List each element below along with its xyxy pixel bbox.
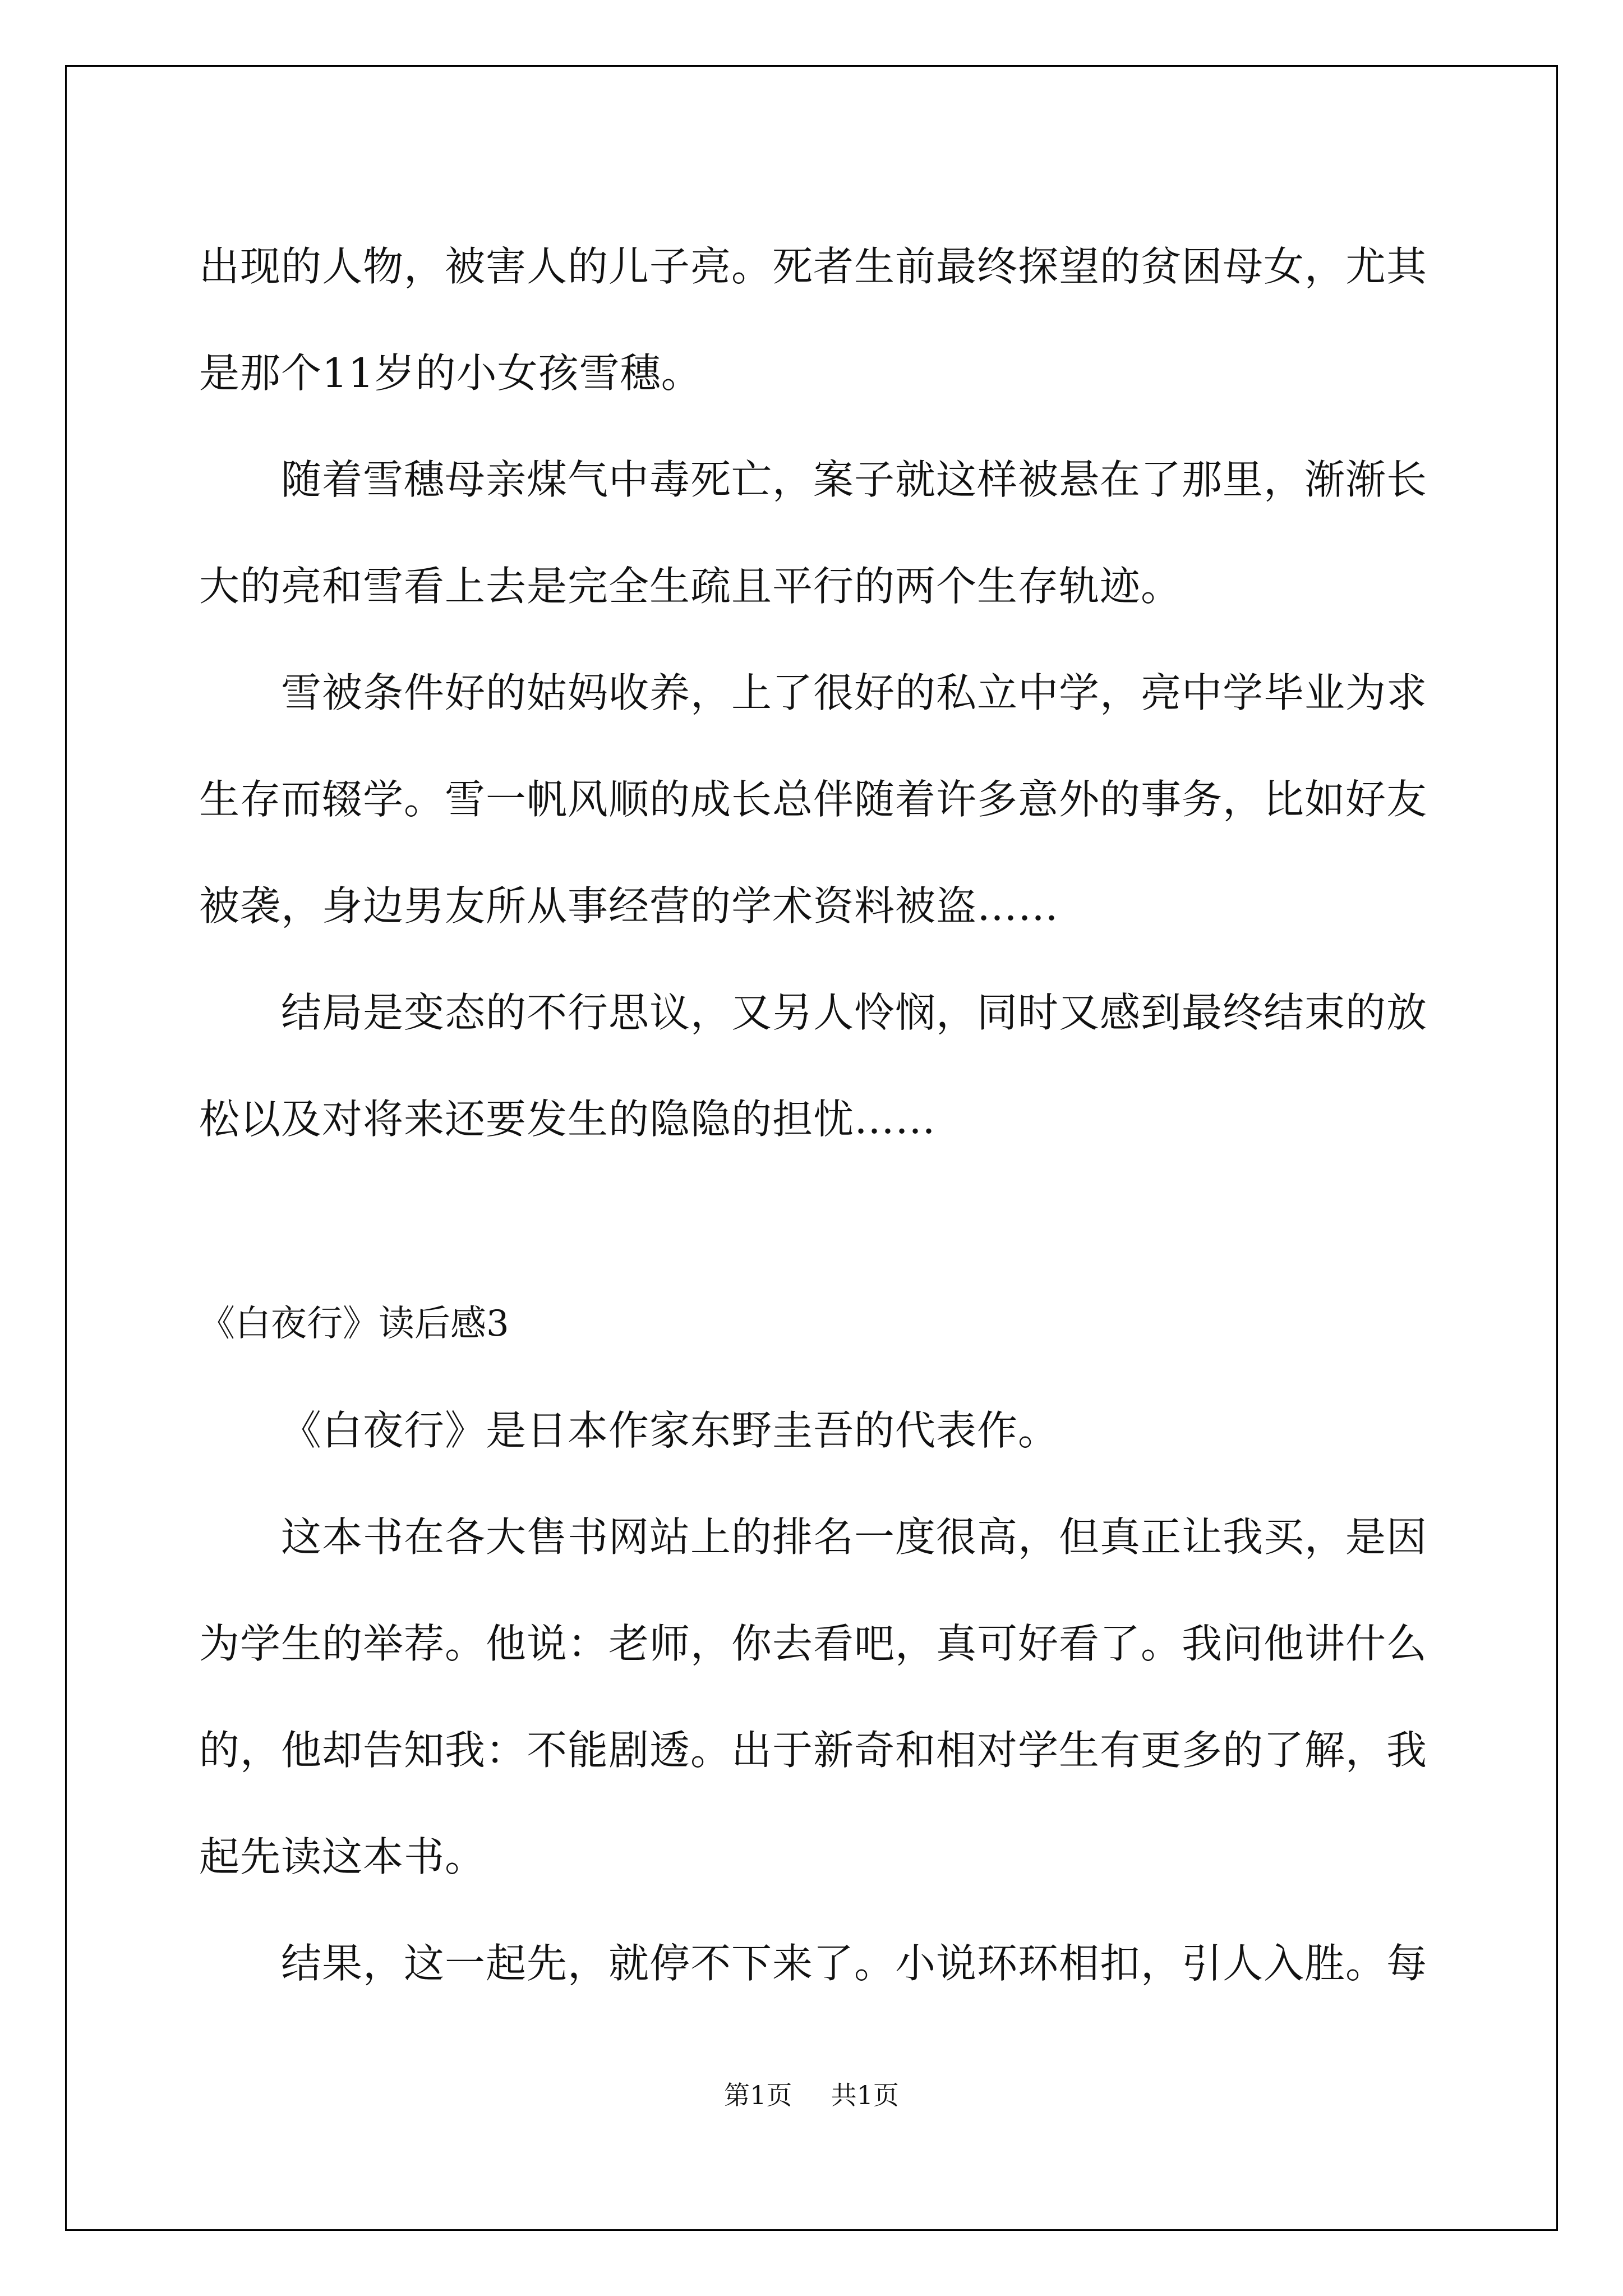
paragraph-2: 随着雪穗母亲煤气中毒死亡，案子就这样被悬在了那里，渐渐长大的亮和雪看上去是完全生疏且平行的两个生存轨迹。 [199, 456, 1428, 610]
page-footer [0, 2078, 1623, 2112]
document-body [199, 213, 1427, 2017]
paragraph-5: 《白夜行》是日本作家东野圭吾的代表作。 [281, 1407, 1059, 1454]
paragraph-1: 出现的人物，被害人的儿子亮。死者生前最终探望的贫困母女，尤其是那个11岁的小女孩雪穗。 [199, 243, 1428, 397]
paragraph-4: 结局是变态的不行思议，又另人怜悯，同时又感到最终结束的放松以及对将来还要发生的隐隐的担忧…… [199, 989, 1428, 1143]
page-number-current: 第1页 [724, 2080, 792, 2110]
paragraph-6: 这本书在各大售书网站上的排名一度很高，但真正让我买，是因为学生的举荐。他说：老师，你去看吧，真可好看了。我问他讲什么的，他却告知我：不能剧透。出于新奇和相对学生有更多的了解，我起先读这本书。 [199, 1513, 1428, 1880]
page-number-total: 共1页 [831, 2080, 899, 2110]
section-heading: 《白夜行》读后感3 [199, 1303, 509, 1345]
paragraph-3: 雪被条件好的姑妈收养，上了很好的私立中学，亮中学毕业为求生存而辍学。雪一帆风顺的成长总伴随着许多意外的事务，比如好友被袭，身边男友所从事经营的学术资料被盗…… [199, 669, 1428, 930]
paragraph-7: 结果，这一起先，就停不下来了。小说环环相扣，引人入胜。每 [281, 1940, 1428, 1987]
section-spacer [199, 1172, 1427, 1271]
